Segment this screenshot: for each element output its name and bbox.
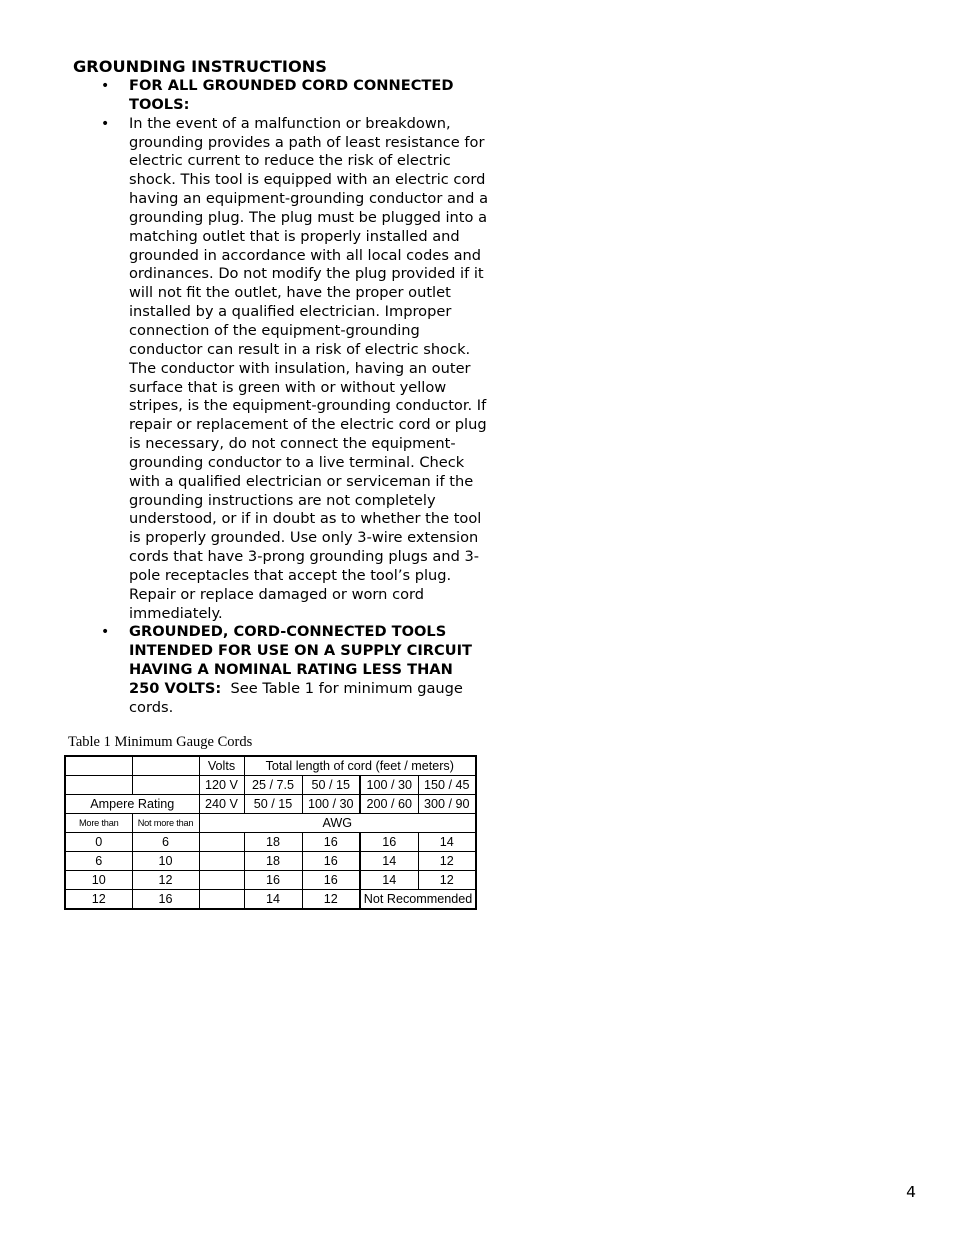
not-recommended-cell: Not Recommended xyxy=(360,890,476,910)
bullet-icon: • xyxy=(101,115,110,132)
bullet-3-line: GROUNDED, CORD-CONNECTED TOOLS xyxy=(129,623,447,641)
gauge-cell: 14 xyxy=(360,871,418,890)
page-number: 4 xyxy=(906,1183,916,1201)
length-value: 50 / 15 xyxy=(244,795,302,814)
bullet-3-bold-lead: 250 VOLTS: xyxy=(129,680,222,697)
not-more-than-cell: 12 xyxy=(132,871,199,890)
bullet-2-line: will not fit the outlet, have the proper outlet xyxy=(129,284,451,302)
gauge-cell: 12 xyxy=(418,871,476,890)
gauge-cell: 18 xyxy=(244,852,302,871)
length-header: Total length of cord (feet / meters) xyxy=(244,756,476,776)
bullet-2-line: having an equipment-grounding conductor and a xyxy=(129,190,489,208)
bullet-2-line: ordinances. Do not modify the plug provided if it xyxy=(129,265,484,283)
not-more-than-cell: 10 xyxy=(132,852,199,871)
table-row xyxy=(65,871,476,890)
not-more-than-header: Not more than xyxy=(132,814,199,833)
bullet-2-line: connection of the equipment-grounding xyxy=(129,321,420,339)
table-row xyxy=(65,814,476,833)
bullet-2-line: surface that is green with or without yellow xyxy=(129,378,447,396)
bullet-2-line: is properly grounded. Use only 3-wire extension xyxy=(129,529,479,547)
more-than-cell: 6 xyxy=(65,852,132,871)
list-item xyxy=(98,77,478,115)
bullet-1-line: TOOLS: xyxy=(129,95,190,113)
bullet-2-line: understood, or if in doubt as to whether the tool xyxy=(129,510,482,528)
bullet-2-line: conductor can result in a risk of electric shock. xyxy=(129,340,471,358)
bullet-2-line: grounding plug. The plug must be plugged into a xyxy=(129,208,488,226)
bullet-2-line: immediately. xyxy=(129,604,223,622)
bullet-2-line: with a qualified electrician or serviceman if the xyxy=(129,472,474,490)
gauge-cell: 16 xyxy=(360,833,418,852)
bullet-1-line: FOR ALL GROUNDED CORD CONNECTED xyxy=(129,77,454,94)
table-row xyxy=(65,852,476,871)
volts-value: 240 V xyxy=(199,795,244,814)
bullet-2-line: grounding instructions are not completely xyxy=(129,491,436,509)
volts-label: Volts xyxy=(199,756,244,776)
bullet-3-line: cords. xyxy=(129,698,174,716)
bullet-2-line: grounding conductor to a live terminal. Check xyxy=(129,453,465,471)
more-than-cell: 0 xyxy=(65,833,132,852)
length-value: 50 / 15 xyxy=(302,776,360,795)
gauge-cell: 12 xyxy=(418,852,476,871)
bullet-2-line: is necessary, do not connect the equipment- xyxy=(129,435,456,453)
gauge-cell: 16 xyxy=(244,871,302,890)
length-value: 100 / 30 xyxy=(360,776,418,795)
blank-cell xyxy=(65,756,132,776)
length-value: 300 / 90 xyxy=(418,795,476,814)
not-more-than-cell: 6 xyxy=(132,833,199,852)
bullet-icon: • xyxy=(101,78,110,94)
bullet-2-line: repair or replacement of the electric cord or plug xyxy=(129,416,487,434)
blank-cell xyxy=(132,756,199,776)
blank-cell xyxy=(132,776,199,795)
bullet-2-line: matching outlet that is properly installed and xyxy=(129,227,460,245)
bullet-2-line: installed by a qualified electrician. Improper xyxy=(129,303,452,321)
blank-cell xyxy=(65,776,132,795)
min-gauge-table xyxy=(64,755,477,910)
table-row xyxy=(65,795,476,814)
bullet-2-line: Repair or replace damaged or worn cord xyxy=(129,585,425,603)
not-more-than-cell: 16 xyxy=(132,890,199,910)
bullet-2-line: stripes, is the equipment-grounding conductor. If xyxy=(129,397,487,415)
gauge-cell: 12 xyxy=(302,890,360,910)
more-than-cell: 10 xyxy=(65,871,132,890)
blank-cell xyxy=(199,890,244,910)
bullet-2-line: The conductor with insulation, having an outer xyxy=(129,359,471,377)
blank-cell xyxy=(199,852,244,871)
section-heading: GROUNDING INSTRUCTIONS xyxy=(73,57,327,76)
awg-header: AWG xyxy=(199,814,476,833)
bullet-2-line: grounded in accordance with all local codes and xyxy=(129,246,482,264)
gauge-cell: 14 xyxy=(244,890,302,910)
gauge-cell: 18 xyxy=(244,833,302,852)
length-value: 150 / 45 xyxy=(418,776,476,795)
list-item xyxy=(98,623,478,717)
more-than-header: More than xyxy=(65,814,132,833)
bullet-2-line: electric current to reduce the risk of electric xyxy=(129,152,451,170)
bullet-2-line: grounding provides a path of least resistance for xyxy=(129,133,485,151)
table-row xyxy=(65,756,476,776)
volts-value: 120 V xyxy=(199,776,244,795)
bullet-3-line xyxy=(129,680,478,699)
bullet-3-line: HAVING A NOMINAL RATING LESS THAN xyxy=(129,661,453,679)
bullet-2-line: shock. This tool is equipped with an electric cord xyxy=(129,171,486,189)
gauge-cell: 16 xyxy=(302,833,360,852)
table-caption: Table 1 Minimum Gauge Cords xyxy=(68,734,253,750)
gauge-cell: 16 xyxy=(302,871,360,890)
instructions-list xyxy=(98,77,489,718)
list-item xyxy=(98,114,489,624)
more-than-cell: 12 xyxy=(65,890,132,910)
bullet-3-line: INTENDED FOR USE ON A SUPPLY CIRCUIT xyxy=(129,642,472,660)
bullet-3-text: See Table 1 for minimum gauge xyxy=(230,680,463,697)
ampere-rating-label: Ampere Rating xyxy=(65,795,199,814)
bullet-2-line: pole receptacles that accept the tool’s plug. xyxy=(129,566,452,584)
bullet-icon: • xyxy=(101,624,110,641)
table-row xyxy=(65,776,476,795)
blank-cell xyxy=(199,871,244,890)
table-row xyxy=(65,890,476,910)
gauge-cell: 14 xyxy=(418,833,476,852)
blank-cell xyxy=(199,833,244,852)
table-row xyxy=(65,833,476,852)
gauge-cell: 14 xyxy=(360,852,418,871)
bullet-2-line: cords that have 3-prong grounding plugs and 3- xyxy=(129,548,480,566)
gauge-cell: 16 xyxy=(302,852,360,871)
length-value: 25 / 7.5 xyxy=(244,776,302,795)
length-value: 200 / 60 xyxy=(360,795,418,814)
bullet-2-line: In the event of a malfunction or breakdown, xyxy=(129,114,451,132)
length-value: 100 / 30 xyxy=(302,795,360,814)
